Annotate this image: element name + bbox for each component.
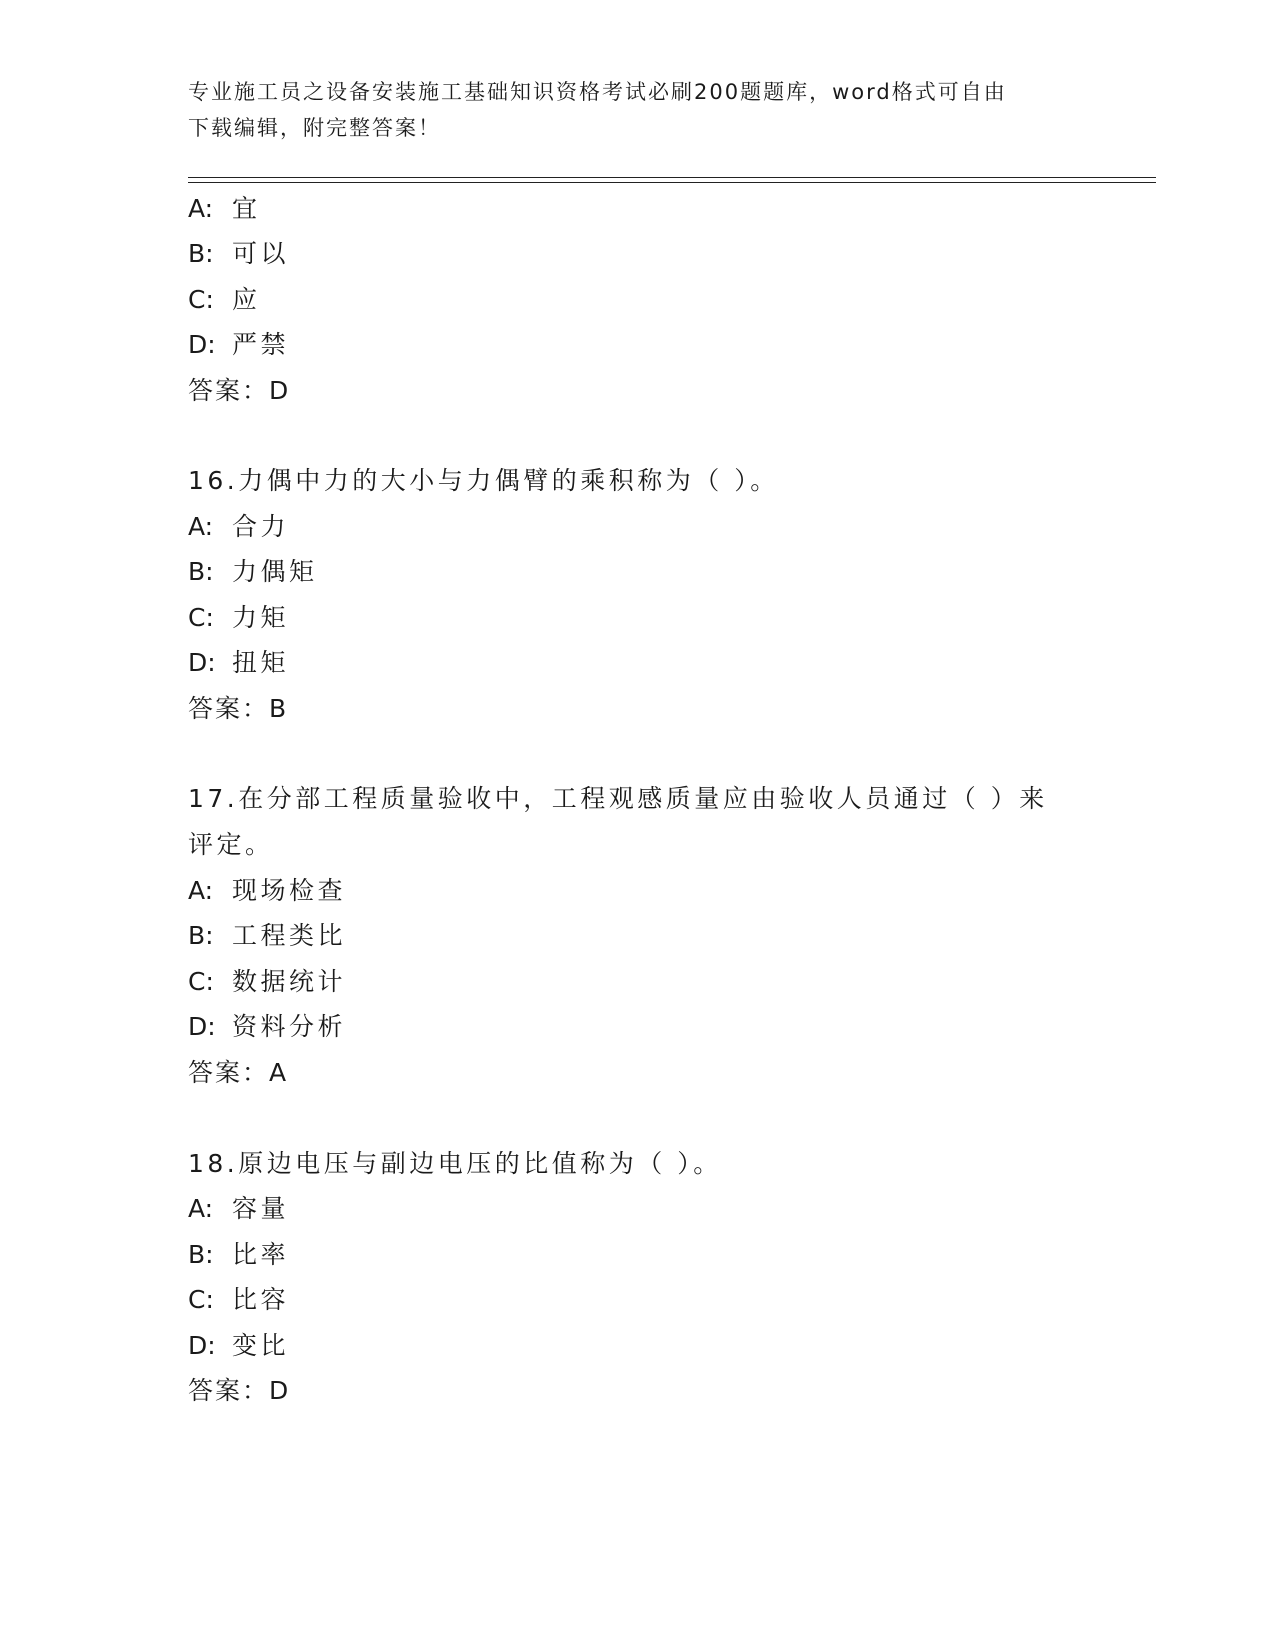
option-prefix: B: [188,239,214,268]
option-prefix: C: [188,603,214,632]
option-b [188,921,346,951]
header-divider-top [188,177,1156,178]
option-c [188,1285,289,1315]
option-c [188,603,289,633]
option-prefix: C: [188,967,214,996]
answer-label: 答案： [188,376,270,405]
option-d [188,330,289,360]
answer-value: D [269,1376,291,1405]
option-c [188,967,346,997]
option-text: 现场检查 [232,876,347,905]
answer-line [188,1058,288,1088]
option-prefix: A: [188,194,214,223]
option-text: 工程类比 [232,921,347,950]
option-text: 数据统计 [232,967,347,996]
question-stem-continued: 评定。 [188,830,274,859]
option-prefix: B: [188,557,214,586]
option-prefix: D: [188,648,216,677]
option-prefix: A: [188,876,214,905]
option-b [188,239,289,269]
option-prefix: C: [188,1285,214,1314]
document-title: 专业施工员之设备安装施工基础知识资格考试必刷200题题库，word格式可自由 下载编辑，附完整答案！ [188,80,1007,140]
question-stem: 17.在分部工程质量验收中，工程观感质量应由验收人员通过（ ）来 [188,784,1048,813]
option-prefix: A: [188,512,214,541]
option-text: 合力 [232,512,290,541]
option-prefix: C: [188,285,214,314]
option-text: 变比 [232,1331,290,1360]
option-text: 应 [232,285,261,314]
option-d [188,648,289,678]
option-d [188,1331,289,1361]
option-a [188,1194,289,1224]
option-a [188,512,289,542]
question-stem: 16.力偶中力的大小与力偶臂的乘积称为（ ）。 [188,466,779,495]
option-text: 比率 [232,1240,290,1269]
option-prefix: A: [188,1194,214,1223]
answer-label: 答案： [188,694,270,723]
option-text: 可以 [232,239,290,268]
answer-value: A [269,1058,289,1087]
answer-label: 答案： [188,1376,270,1405]
option-text: 力偶矩 [232,557,318,586]
option-c [188,285,261,315]
option-b [188,557,318,587]
option-prefix: D: [188,1331,216,1360]
option-text: 比容 [232,1285,290,1314]
option-prefix: B: [188,1240,214,1269]
option-a [188,876,346,906]
answer-label: 答案： [188,1058,270,1087]
option-text: 严禁 [232,330,290,359]
answer-line [188,1376,290,1406]
option-prefix: D: [188,1012,216,1041]
header-divider-bottom [188,182,1156,183]
answer-line [188,376,290,406]
question-stem: 18.原边电压与副边电压的比值称为（ ）。 [188,1149,722,1178]
option-text: 资料分析 [232,1012,347,1041]
option-d [188,1012,346,1042]
option-text: 容量 [232,1194,290,1223]
answer-line [188,694,288,724]
option-a [188,194,261,224]
option-text: 力矩 [232,603,290,632]
option-prefix: D: [188,330,216,359]
option-prefix: B: [188,921,214,950]
option-b [188,1240,289,1270]
option-text: 宜 [232,194,261,223]
answer-value: B [269,694,289,723]
option-text: 扭矩 [232,648,290,677]
answer-value: D [269,376,291,405]
